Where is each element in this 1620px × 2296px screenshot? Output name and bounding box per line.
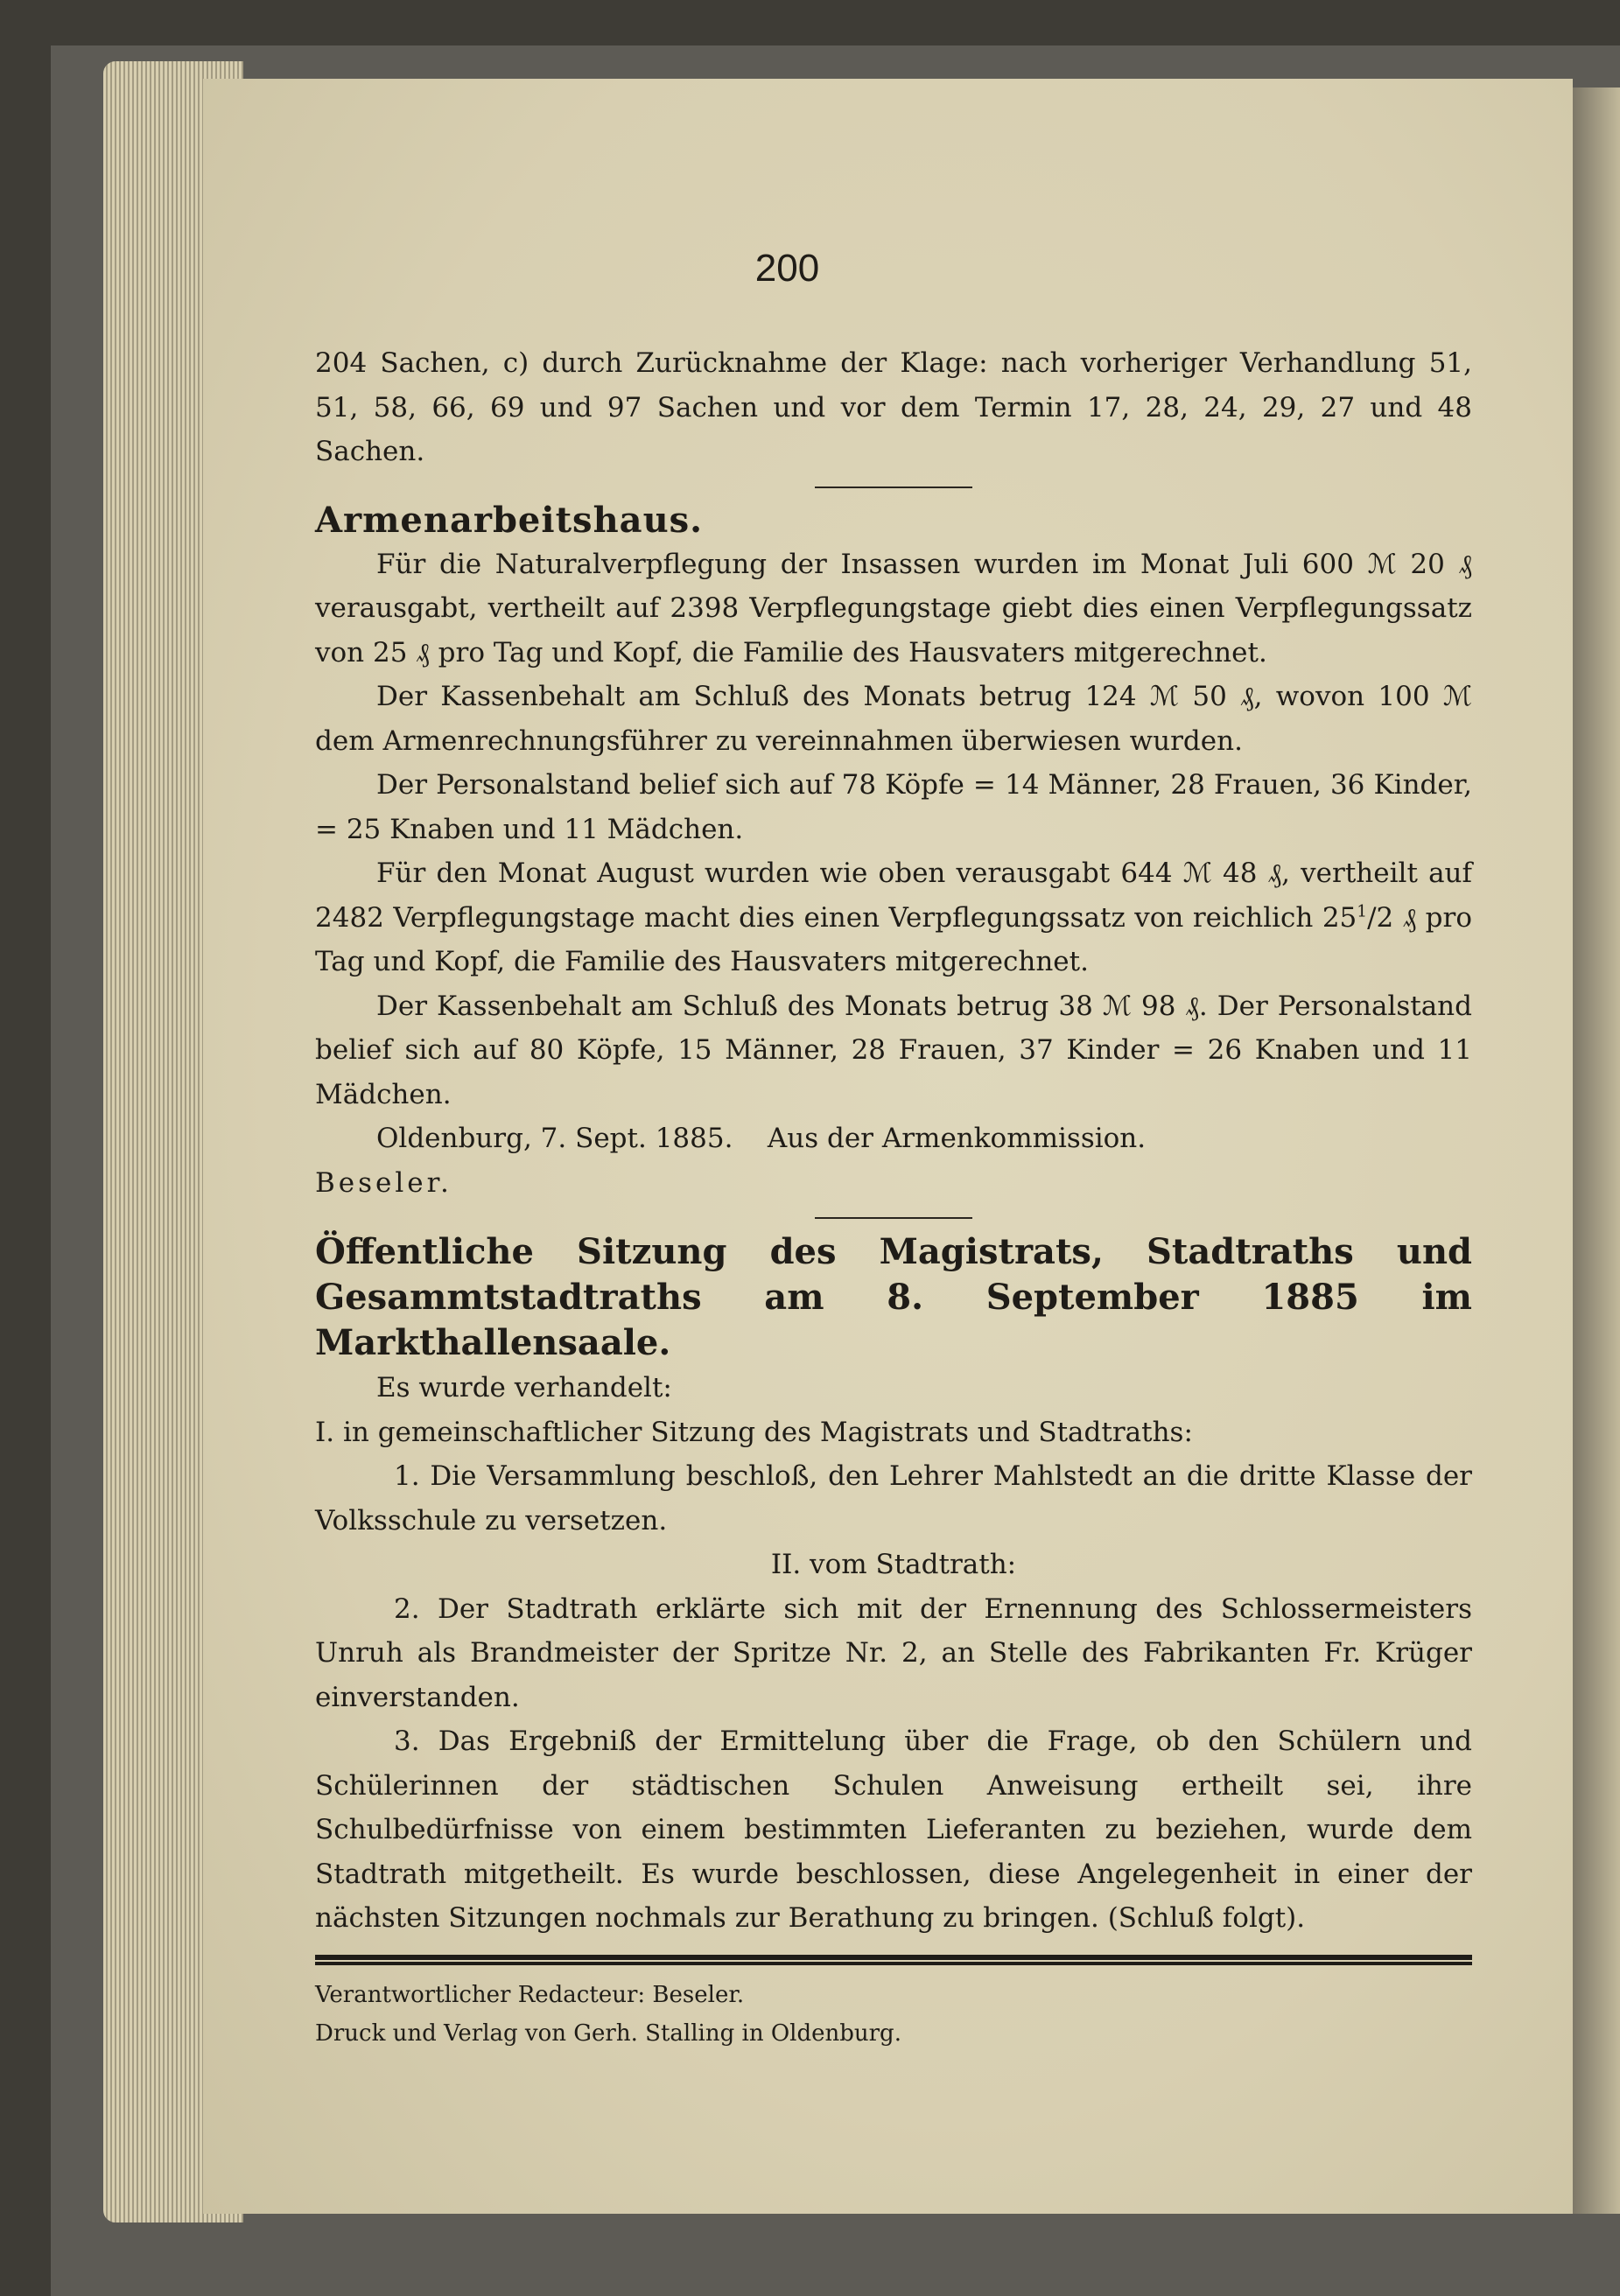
paragraph [315,851,1472,984]
section-divider [815,486,972,488]
editor-line: Verantwortlicher Redacteur: Beseler. [315,1981,745,2008]
book-page [203,79,1573,2214]
printer-line: Druck und Verlag von Gerh. Stalling in Oldenburg. [315,2020,901,2047]
section-divider [815,1217,972,1219]
part-heading: II. vom Stadtrath: [770,1549,1017,1580]
fraction-numerator: 1 [1357,902,1368,921]
paragraph: Der Kassenbehalt am Schluß des Monats betrug 124 ℳ 50 ₰, wovon 100 ℳ dem Armenrechnungsführer zu vereinnahmen überwiesen wurden. [315,681,1472,757]
paragraph: Der Kassenbehalt am Schluß des Monats betrug 38 ℳ 98 ₰. Der Personalstand belief sich auf 80 Köpfe, 15 Männer, 28 Frauen, 37 Kinder = 26 Knaben und 11 Mädchen. [315,990,1472,1110]
paragraph: I. in gemeinschaftlicher Sitzung des Magistrats und Stadtraths: [315,1416,1193,1448]
paragraph-text: ₰ pro Tag und Kopf, die Familie des Hausvaters mitgerechnet. [315,901,1472,977]
page-content [315,341,1472,2053]
paragraph: Der Personalstand belief sich auf 78 Köpfe = 14 Männer, 28 Frauen, 36 Kinder, = 25 Knaben und 11 Mädchen. [315,769,1472,845]
paragraph: 3. Das Ergebniß der Ermittelung über die Frage, ob den Schülern und Schülerinnen der städtischen Schulen Anweisung ertheilt sei, ihre Schulbedürfnisse von einem bestimmten Lieferanten zu beziehen, wurde dem Stadtrath mitgetheilt. Es wurde beschlossen, diese Angelegenheit in einer der nächsten Sitzungen nochmals zur Berathung zu bringen. (Schluß folgt). [315,1726,1472,1934]
paragraph-text: Für den Monat August wurden wie oben verausgabt 644 ℳ 48 ₰, vertheilt auf 2482 Verpflegungstage macht dies einen Verpflegungssatz von reichlich 25 [315,858,1472,934]
fraction-denominator: /2 [1367,901,1394,934]
intro-paragraph: 204 Sachen, c) durch Zurücknahme der Klage: nach vorheriger Verhandlung 51, 51, 58, 66, 69 und 97 Sachen und vor dem Termin 17, 28, 24, 29, 27 und 48 Sachen. [315,347,1472,467]
place-date-line [315,1116,1472,1161]
paragraph: 1. Die Versammlung beschloß, den Lehrer Mahlstedt an die dritte Klasse der Volksschule zu versetzen. [315,1460,1472,1536]
page-number: 200 [754,247,820,290]
section-title-armenarbeitshaus: Armenarbeitshaus. [315,499,704,541]
paragraph: Es wurde verhandelt: [376,1372,672,1404]
commission: Aus der Armenkommission. [767,1123,1147,1154]
signature: Beseler. [315,1166,452,1199]
paragraph: Für die Naturalverpflegung der Insassen wurden im Monat Juli 600 ℳ 20 ₰ verausgabt, vertheilt auf 2398 Verpflegungstage giebt dies einen Verpflegungssatz von 25 ₰ pro Tag und Kopf, die Familie des Hausvaters mitgerechnet. [315,548,1472,668]
place-date: Oldenburg, 7. Sept. 1885. [376,1123,733,1154]
facing-page-edge [1573,88,1620,2214]
section-title-sitzung: Öffentliche Sitzung des Magistrats, Stadtraths und Gesammtstadtraths am 8. September 1885 im Markthallensaale. [315,1231,1472,1363]
end-rule [315,1955,1472,1962]
paragraph: 2. Der Stadtrath erklärte sich mit der Ernennung des Schlossermeisters Unruh als Brandmeister der Spritze Nr. 2, an Stelle des Fabrikanten Fr. Krüger einverstanden. [315,1592,1472,1713]
